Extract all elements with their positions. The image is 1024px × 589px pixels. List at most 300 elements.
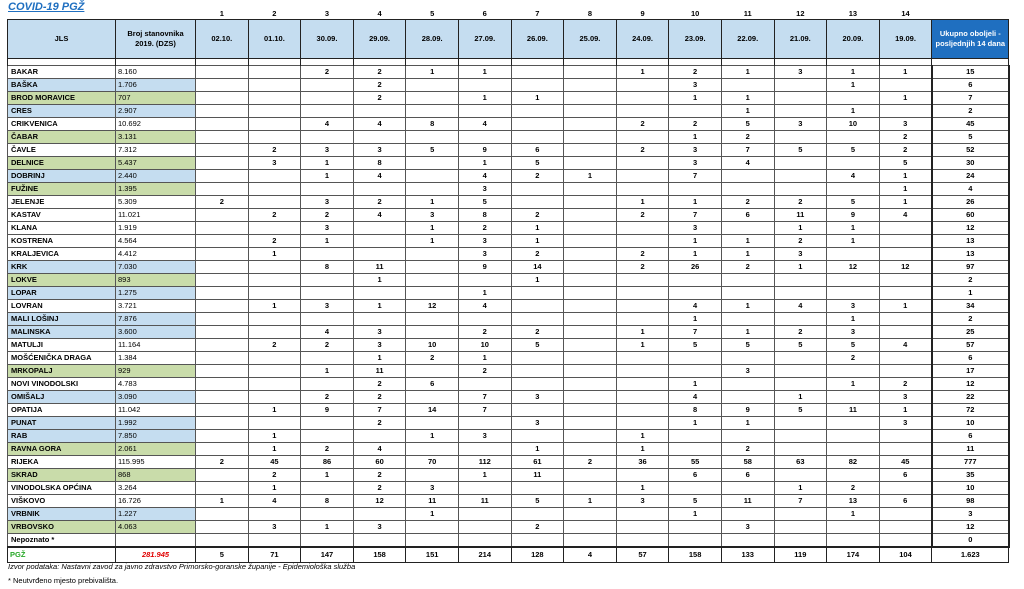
daily-cases-cell: 6 — [879, 469, 932, 482]
summary-daily-total: 158 — [669, 547, 722, 563]
table-row — [8, 443, 1009, 456]
daily-cases-cell: 1 — [879, 196, 932, 209]
municipality-name: PUNAT — [8, 417, 116, 430]
total-cases-cell: 6 — [932, 352, 1009, 365]
daily-cases-cell — [616, 79, 669, 92]
population-header-line1: Broj stanovnika — [127, 29, 184, 38]
total-cases-cell: 57 — [932, 339, 1009, 352]
daily-cases-cell — [301, 248, 354, 261]
daily-cases-cell: 1 — [774, 482, 827, 495]
daily-cases-cell: 3 — [827, 326, 880, 339]
daily-cases-cell: 4 — [458, 118, 511, 131]
daily-cases-cell — [564, 144, 617, 157]
summary-population: 281.945 — [116, 547, 196, 563]
daily-cases-cell — [196, 469, 249, 482]
summary-daily-total: 104 — [879, 547, 932, 563]
daily-cases-cell — [406, 248, 459, 261]
daily-cases-cell: 2 — [248, 209, 301, 222]
daily-cases-cell: 1 — [458, 287, 511, 300]
daily-cases-cell: 2 — [458, 365, 511, 378]
daily-cases-cell — [616, 391, 669, 404]
column-number: 11 — [743, 9, 752, 18]
daily-cases-cell — [511, 287, 564, 300]
municipality-name: NOVI VINODOLSKI — [8, 378, 116, 391]
population-cell: 8.160 — [116, 66, 196, 79]
daily-cases-cell — [196, 339, 249, 352]
daily-cases-cell — [248, 261, 301, 274]
daily-cases-cell: 3 — [879, 391, 932, 404]
daily-cases-cell: 2 — [353, 469, 406, 482]
daily-cases-cell — [669, 521, 722, 534]
daily-cases-cell: 1 — [511, 443, 564, 456]
total-cases-cell: 2 — [932, 105, 1009, 118]
daily-cases-cell — [669, 365, 722, 378]
column-number-row — [8, 9, 1009, 20]
header-row — [8, 20, 1009, 59]
daily-cases-cell: 2 — [879, 131, 932, 144]
daily-cases-cell: 6 — [406, 378, 459, 391]
daily-cases-cell — [301, 92, 354, 105]
daily-cases-cell: 3 — [511, 417, 564, 430]
daily-cases-cell: 3 — [353, 326, 406, 339]
municipality-name: OPATIJA — [8, 404, 116, 417]
daily-cases-cell: 1 — [669, 417, 722, 430]
daily-cases-cell: 1 — [406, 66, 459, 79]
daily-cases-cell: 1 — [721, 300, 774, 313]
daily-cases-cell: 3 — [774, 66, 827, 79]
daily-cases-cell: 5 — [511, 157, 564, 170]
daily-cases-cell: 2 — [458, 222, 511, 235]
daily-cases-cell: 45 — [879, 456, 932, 469]
municipality-name: BROD MORAVICE — [8, 92, 116, 105]
daily-cases-cell — [458, 274, 511, 287]
total-cases-cell: 11 — [932, 443, 1009, 456]
daily-cases-cell: 1 — [511, 274, 564, 287]
table-row — [8, 105, 1009, 118]
table-row — [8, 326, 1009, 339]
daily-cases-cell — [196, 235, 249, 248]
daily-cases-cell: 4 — [353, 443, 406, 456]
municipality-name: JELENJE — [8, 196, 116, 209]
municipality-name: LOKVE — [8, 274, 116, 287]
municipality-name: MRKOPALJ — [8, 365, 116, 378]
daily-cases-cell — [564, 469, 617, 482]
daily-cases-cell — [564, 443, 617, 456]
table-row — [8, 66, 1009, 79]
daily-cases-cell — [827, 92, 880, 105]
daily-cases-cell: 3 — [669, 157, 722, 170]
column-number: 9 — [640, 9, 645, 18]
daily-cases-cell — [616, 157, 669, 170]
daily-cases-cell: 3 — [406, 209, 459, 222]
daily-cases-cell: 2 — [301, 209, 354, 222]
daily-cases-cell — [564, 196, 617, 209]
total-cases-cell: 30 — [932, 157, 1009, 170]
daily-cases-cell — [721, 391, 774, 404]
daily-cases-cell — [196, 300, 249, 313]
daily-cases-cell: 10 — [406, 339, 459, 352]
daily-cases-cell: 13 — [827, 495, 880, 508]
daily-cases-cell: 3 — [458, 248, 511, 261]
daily-cases-cell — [827, 274, 880, 287]
daily-cases-cell: 2 — [196, 196, 249, 209]
daily-cases-cell: 2 — [774, 196, 827, 209]
daily-cases-cell: 1 — [669, 196, 722, 209]
daily-cases-cell: 1 — [301, 235, 354, 248]
daily-cases-cell: 5 — [827, 196, 880, 209]
daily-cases-cell — [196, 326, 249, 339]
daily-cases-cell: 2 — [616, 248, 669, 261]
total-cases-cell: 6 — [932, 430, 1009, 443]
daily-cases-cell: 8 — [353, 157, 406, 170]
daily-cases-cell — [879, 352, 932, 365]
daily-cases-cell — [248, 274, 301, 287]
daily-cases-cell: 1 — [301, 521, 354, 534]
daily-cases-cell — [669, 183, 722, 196]
daily-cases-cell: 36 — [616, 456, 669, 469]
daily-cases-cell: 2 — [353, 417, 406, 430]
date-header: 20.09. — [827, 20, 880, 59]
date-header: 25.09. — [564, 20, 617, 59]
daily-cases-cell — [616, 170, 669, 183]
daily-cases-cell — [564, 92, 617, 105]
daily-cases-cell: 60 — [353, 456, 406, 469]
daily-cases-cell: 4 — [353, 209, 406, 222]
daily-cases-cell — [248, 196, 301, 209]
daily-cases-cell: 3 — [616, 495, 669, 508]
total-cases-cell: 0 — [932, 534, 1009, 548]
daily-cases-cell: 2 — [301, 443, 354, 456]
daily-cases-cell — [248, 92, 301, 105]
municipality-name: BAŠKA — [8, 79, 116, 92]
daily-cases-cell: 11 — [721, 495, 774, 508]
table-row — [8, 79, 1009, 92]
daily-cases-cell — [616, 105, 669, 118]
daily-cases-cell — [616, 521, 669, 534]
daily-cases-cell — [196, 508, 249, 521]
daily-cases-cell — [248, 378, 301, 391]
daily-cases-cell — [879, 326, 932, 339]
daily-cases-cell: 2 — [248, 469, 301, 482]
summary-daily-total: 5 — [196, 547, 249, 563]
daily-cases-cell — [301, 430, 354, 443]
summary-daily-total: 147 — [301, 547, 354, 563]
summary-row — [8, 547, 1009, 563]
daily-cases-cell: 9 — [458, 144, 511, 157]
daily-cases-cell: 1 — [301, 157, 354, 170]
daily-cases-cell: 1 — [511, 235, 564, 248]
total-cases-cell: 45 — [932, 118, 1009, 131]
daily-cases-cell — [406, 131, 459, 144]
daily-cases-cell — [301, 534, 354, 548]
population-cell: 5.309 — [116, 196, 196, 209]
daily-cases-cell — [616, 274, 669, 287]
daily-cases-cell — [564, 79, 617, 92]
daily-cases-cell: 86 — [301, 456, 354, 469]
daily-cases-cell — [406, 170, 459, 183]
daily-cases-cell: 7 — [669, 326, 722, 339]
daily-cases-cell: 1 — [669, 248, 722, 261]
daily-cases-cell: 5 — [879, 157, 932, 170]
daily-cases-cell — [406, 183, 459, 196]
daily-cases-cell — [511, 378, 564, 391]
daily-cases-cell: 1 — [827, 79, 880, 92]
municipality-name: VRBNIK — [8, 508, 116, 521]
summary-daily-total: 133 — [721, 547, 774, 563]
daily-cases-cell: 1 — [406, 196, 459, 209]
daily-cases-cell — [721, 378, 774, 391]
daily-cases-cell — [564, 287, 617, 300]
daily-cases-cell — [616, 417, 669, 430]
daily-cases-cell — [458, 443, 511, 456]
daily-cases-cell: 2 — [301, 391, 354, 404]
total-cases-cell: 17 — [932, 365, 1009, 378]
daily-cases-cell — [616, 352, 669, 365]
daily-cases-cell: 11 — [458, 495, 511, 508]
daily-cases-cell — [564, 183, 617, 196]
daily-cases-cell — [458, 417, 511, 430]
daily-cases-cell — [353, 248, 406, 261]
summary-daily-total: 151 — [406, 547, 459, 563]
daily-cases-cell — [564, 378, 617, 391]
daily-cases-cell: 11 — [353, 365, 406, 378]
daily-cases-cell: 2 — [353, 79, 406, 92]
daily-cases-cell: 4 — [458, 170, 511, 183]
table-row — [8, 287, 1009, 300]
total-cases-cell: 12 — [932, 521, 1009, 534]
daily-cases-cell — [248, 131, 301, 144]
daily-cases-cell: 3 — [721, 365, 774, 378]
table-row — [8, 417, 1009, 430]
date-header: 26.09. — [511, 20, 564, 59]
daily-cases-cell — [879, 222, 932, 235]
daily-cases-cell — [248, 66, 301, 79]
daily-cases-cell — [248, 118, 301, 131]
daily-cases-cell — [879, 534, 932, 548]
daily-cases-cell — [669, 287, 722, 300]
table-row — [8, 261, 1009, 274]
daily-cases-cell — [564, 365, 617, 378]
daily-cases-cell: 55 — [669, 456, 722, 469]
daily-cases-cell: 1 — [511, 222, 564, 235]
daily-cases-cell: 5 — [511, 339, 564, 352]
date-header: 01.10. — [248, 20, 301, 59]
population-cell: 11.042 — [116, 404, 196, 417]
daily-cases-cell — [564, 274, 617, 287]
daily-cases-cell — [353, 508, 406, 521]
daily-cases-cell: 2 — [774, 326, 827, 339]
daily-cases-cell — [458, 313, 511, 326]
daily-cases-cell: 2 — [248, 235, 301, 248]
daily-cases-cell — [564, 157, 617, 170]
daily-cases-cell: 1 — [616, 196, 669, 209]
daily-cases-cell: 1 — [458, 352, 511, 365]
daily-cases-cell — [458, 79, 511, 92]
daily-cases-cell — [248, 391, 301, 404]
daily-cases-cell: 3 — [301, 196, 354, 209]
total-cases-cell: 3 — [932, 508, 1009, 521]
source-note: Izvor podataka: Nastavni zavod za javno zdravstvo Primorsko-goranske županije - Epidemiološka služba — [8, 562, 356, 571]
daily-cases-cell: 1 — [721, 105, 774, 118]
daily-cases-cell — [879, 508, 932, 521]
daily-cases-cell: 5 — [669, 495, 722, 508]
daily-cases-cell — [879, 274, 932, 287]
daily-cases-cell — [879, 235, 932, 248]
daily-cases-cell: 8 — [669, 404, 722, 417]
daily-cases-cell: 12 — [879, 261, 932, 274]
daily-cases-cell — [511, 313, 564, 326]
summary-daily-total: 119 — [774, 547, 827, 563]
daily-cases-cell: 1 — [879, 404, 932, 417]
daily-cases-cell — [301, 287, 354, 300]
daily-cases-cell: 11 — [353, 261, 406, 274]
daily-cases-cell — [774, 105, 827, 118]
daily-cases-cell: 7 — [458, 391, 511, 404]
table-row — [8, 391, 1009, 404]
daily-cases-cell — [301, 378, 354, 391]
daily-cases-cell: 2 — [827, 352, 880, 365]
population-cell: 929 — [116, 365, 196, 378]
daily-cases-cell — [196, 131, 249, 144]
table-row — [8, 430, 1009, 443]
total-cases-cell: 10 — [932, 417, 1009, 430]
daily-cases-cell: 1 — [721, 417, 774, 430]
daily-cases-cell — [564, 521, 617, 534]
population-cell: 5.437 — [116, 157, 196, 170]
municipality-name: MOŠĆENIČKA DRAGA — [8, 352, 116, 365]
column-number: 14 — [901, 9, 910, 18]
daily-cases-cell — [248, 365, 301, 378]
table-row — [8, 235, 1009, 248]
municipality-name: MATULJI — [8, 339, 116, 352]
daily-cases-cell: 6 — [669, 469, 722, 482]
daily-cases-cell — [196, 209, 249, 222]
total-cases-cell: 35 — [932, 469, 1009, 482]
daily-cases-cell: 10 — [827, 118, 880, 131]
daily-cases-cell — [564, 339, 617, 352]
daily-cases-cell: 1 — [616, 339, 669, 352]
daily-cases-cell: 2 — [511, 170, 564, 183]
daily-cases-cell — [774, 131, 827, 144]
daily-cases-cell — [406, 287, 459, 300]
summary-daily-total: 174 — [827, 547, 880, 563]
daily-cases-cell — [406, 79, 459, 92]
total-cases-cell: 24 — [932, 170, 1009, 183]
daily-cases-cell — [564, 105, 617, 118]
population-cell: 3.721 — [116, 300, 196, 313]
daily-cases-cell — [827, 417, 880, 430]
daily-cases-cell — [564, 404, 617, 417]
date-header: 28.09. — [406, 20, 459, 59]
total-header-line2: posljednjih 14 dana — [935, 39, 1006, 48]
daily-cases-cell: 6 — [721, 209, 774, 222]
table-row — [8, 378, 1009, 391]
daily-cases-cell: 12 — [353, 495, 406, 508]
daily-cases-cell: 1 — [827, 508, 880, 521]
daily-cases-cell: 2 — [511, 326, 564, 339]
daily-cases-cell: 2 — [774, 235, 827, 248]
municipality-name: CRES — [8, 105, 116, 118]
total-header-line1: Ukupno oboljeli - — [939, 29, 1001, 38]
date-header: 30.09. — [301, 20, 354, 59]
table-row — [8, 209, 1009, 222]
daily-cases-cell — [827, 469, 880, 482]
daily-cases-cell — [827, 521, 880, 534]
population-cell: 3.131 — [116, 131, 196, 144]
daily-cases-cell — [248, 170, 301, 183]
total-cases-cell: 22 — [932, 391, 1009, 404]
column-number: 1 — [219, 9, 224, 18]
daily-cases-cell — [406, 391, 459, 404]
total-cases-cell: 4 — [932, 183, 1009, 196]
daily-cases-cell — [669, 352, 722, 365]
daily-cases-cell: 2 — [669, 118, 722, 131]
daily-cases-cell — [248, 79, 301, 92]
daily-cases-cell — [564, 235, 617, 248]
daily-cases-cell — [406, 417, 459, 430]
daily-cases-cell — [564, 326, 617, 339]
daily-cases-cell — [564, 482, 617, 495]
daily-cases-cell: 1 — [879, 300, 932, 313]
daily-cases-cell — [248, 287, 301, 300]
daily-cases-cell — [721, 508, 774, 521]
daily-cases-cell: 8 — [458, 209, 511, 222]
daily-cases-cell: 1 — [827, 66, 880, 79]
daily-cases-cell — [196, 404, 249, 417]
table-row — [8, 365, 1009, 378]
total-cases-cell: 7 — [932, 92, 1009, 105]
daily-cases-cell: 2 — [879, 378, 932, 391]
date-header: 24.09. — [616, 20, 669, 59]
daily-cases-cell — [564, 131, 617, 144]
daily-cases-cell — [196, 430, 249, 443]
daily-cases-cell — [406, 534, 459, 548]
daily-cases-cell — [774, 534, 827, 548]
daily-cases-cell — [564, 534, 617, 548]
daily-cases-cell — [458, 534, 511, 548]
table-row — [8, 274, 1009, 287]
daily-cases-cell: 2 — [353, 391, 406, 404]
summary-daily-total: 4 — [564, 547, 617, 563]
daily-cases-cell — [721, 482, 774, 495]
daily-cases-cell: 11 — [827, 404, 880, 417]
daily-cases-cell: 4 — [458, 300, 511, 313]
daily-cases-cell — [721, 430, 774, 443]
daily-cases-cell — [616, 300, 669, 313]
column-number: 5 — [430, 9, 435, 18]
daily-cases-cell: 1 — [353, 300, 406, 313]
daily-cases-cell: 3 — [353, 521, 406, 534]
column-number: 4 — [377, 9, 382, 18]
municipality-name: VINODOLSKA OPĆINA — [8, 482, 116, 495]
daily-cases-cell — [458, 521, 511, 534]
daily-cases-cell: 5 — [458, 196, 511, 209]
table-row — [8, 313, 1009, 326]
municipality-name: MALINSKA — [8, 326, 116, 339]
table-row — [8, 157, 1009, 170]
daily-cases-cell: 1 — [879, 170, 932, 183]
municipality-name: ČABAR — [8, 131, 116, 144]
daily-cases-cell — [511, 79, 564, 92]
daily-cases-cell: 61 — [511, 456, 564, 469]
population-cell: 4.412 — [116, 248, 196, 261]
population-cell: 7.030 — [116, 261, 196, 274]
summary-daily-total: 158 — [353, 547, 406, 563]
daily-cases-cell — [406, 443, 459, 456]
daily-cases-cell — [564, 417, 617, 430]
population-cell: 4.783 — [116, 378, 196, 391]
daily-cases-cell — [196, 378, 249, 391]
